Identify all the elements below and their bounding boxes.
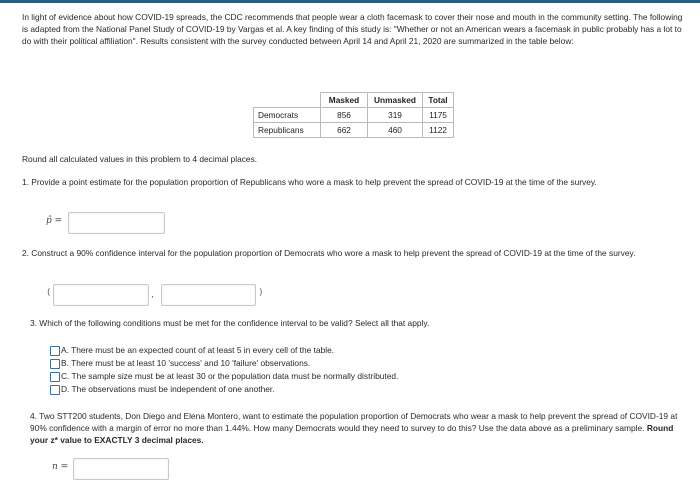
option-d-checkbox[interactable] (50, 385, 60, 395)
option-c-label[interactable]: C. The sample size must be at least 30 or the population data must be normally distributed. (61, 371, 399, 381)
close-paren: ) (259, 288, 263, 298)
table-header: Total (423, 93, 454, 108)
option-a-label[interactable]: A. There must be an expected count of at least 5 in every cell of the table. (61, 345, 335, 355)
table-cell: 460 (368, 123, 423, 138)
table-cell: 662 (321, 123, 368, 138)
top-border (0, 0, 700, 3)
table-header: Unmasked (368, 93, 423, 108)
sample-size-input[interactable] (73, 458, 169, 480)
question-3-text: 3. Which of the following conditions must be met for the confidence interval to be valid? Select all that apply. (30, 318, 430, 328)
table-corner (254, 93, 321, 108)
table-cell: 1175 (423, 108, 454, 123)
open-paren: ( (47, 288, 51, 298)
option-b-checkbox[interactable] (50, 359, 60, 369)
table-header: Masked (321, 93, 368, 108)
p-hat-input[interactable] (68, 212, 165, 234)
question-4-instruction: Round your z* value to EXACTLY 3 decimal places. (30, 422, 674, 445)
option-c-checkbox[interactable] (50, 372, 60, 382)
table-header-row (254, 93, 454, 108)
row-label: Democrats (254, 108, 321, 123)
ci-upper-input[interactable] (161, 284, 256, 306)
comma-separator: , (151, 290, 154, 300)
option-b-label[interactable]: B. There must be at least 10 'success' and 10 'failure' observations. (61, 358, 311, 368)
ci-lower-input[interactable] (53, 284, 149, 306)
table-row (254, 123, 454, 138)
p-hat-label: p̂ = (46, 216, 63, 226)
question-1-text: 1. Provide a point estimate for the population proportion of Republicans who wore a mask to help prevent the spread of COVID-19 at the time of the survey. (22, 177, 597, 187)
intro-paragraph: In light of evidence about how COVID-19 spreads, the CDC recommends that people wear a cloth facemask to cover their nose and mouth in the community setting. The following is adapted from the National Panel Study of COVID-19 by Vargas et al. A key finding of this study is: "Whether or not an American wears a facemask in public probably has a lot to do with their political affiliation". Results consistent with the survey conducted between April 14 and April 21, 2020 are summarized in the table below: (22, 12, 683, 46)
question-4-body: 4. Two STT200 students, Don Diego and Elena Montero, want to estimate the population proportion of Democrats who wear a mask to help prevent the spread of COVID-19 at 90% confidence with a margin of error no more than 1.44%. How many Democrats would they need to survey to do this? Use the data above as a preliminary sample. (30, 411, 678, 433)
option-a-checkbox[interactable] (50, 346, 60, 356)
question-4-text (30, 411, 680, 447)
table-row (254, 108, 454, 123)
option-d-label[interactable]: D. The observations must be independent of one another. (61, 384, 275, 394)
table-cell: 1122 (423, 123, 454, 138)
question-2-text: 2. Construct a 90% confidence interval for the population proportion of Democrats who wore a mask to help prevent the spread of COVID-19 at the time of the survey. (22, 248, 636, 258)
rounding-note: Round all calculated values in this problem to 4 decimal places. (22, 154, 258, 164)
survey-table (253, 92, 454, 138)
table-cell: 856 (321, 108, 368, 123)
row-label: Republicans (254, 123, 321, 138)
n-label: n = (52, 462, 69, 472)
table-cell: 319 (368, 108, 423, 123)
